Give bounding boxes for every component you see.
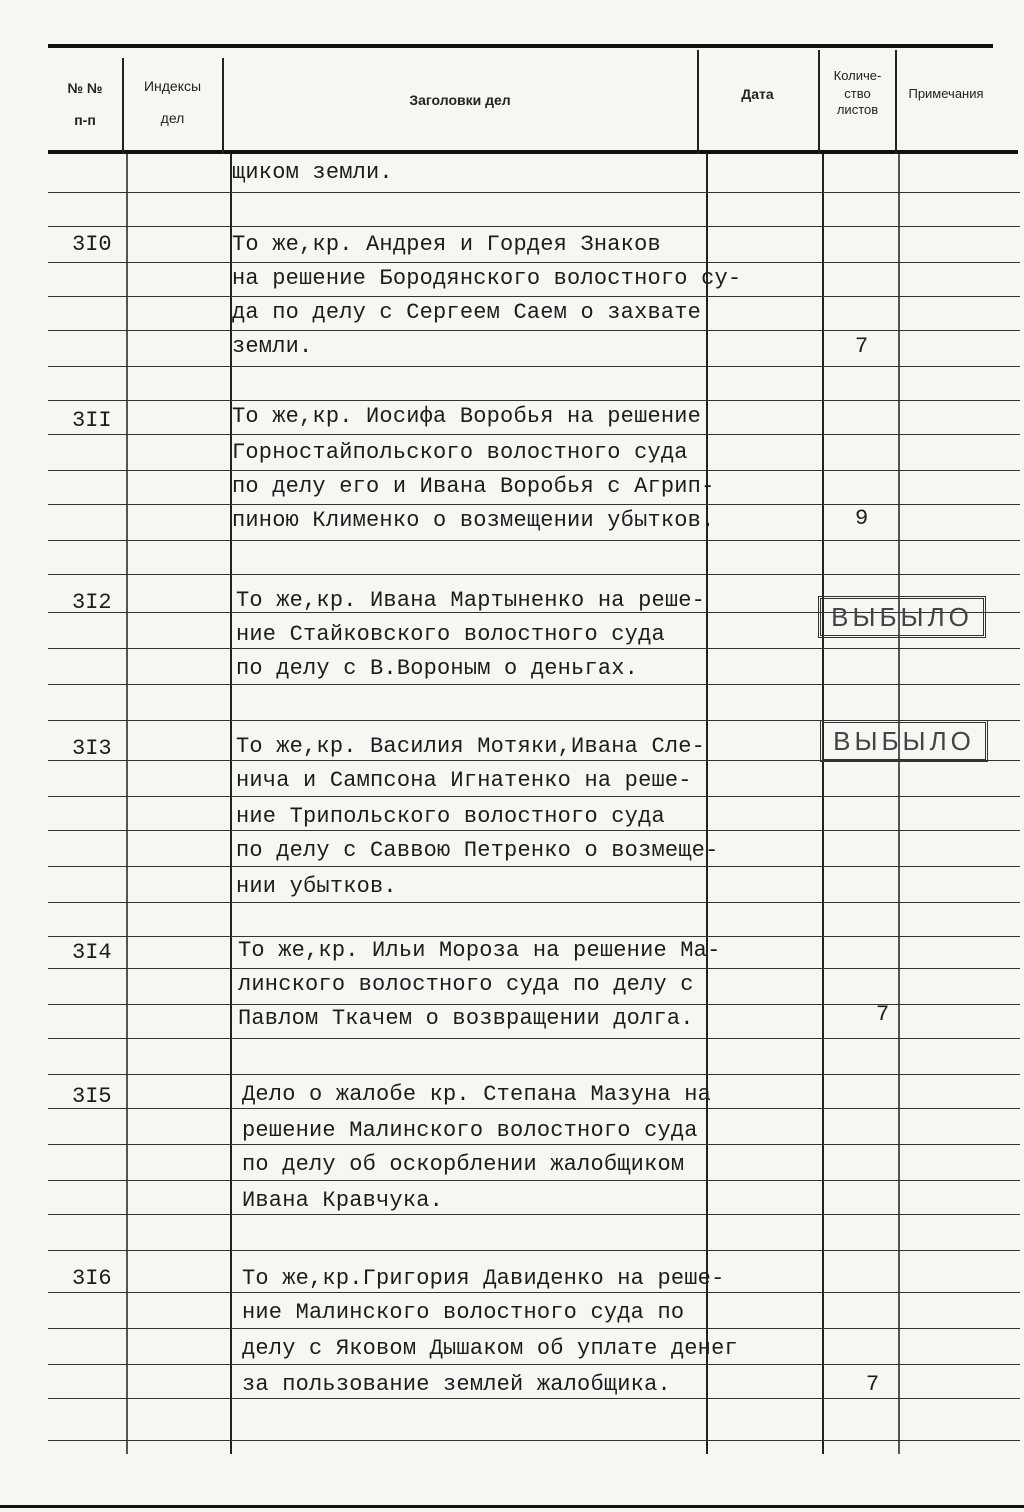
entry-title-line: ние Стайковского волостного суда: [236, 622, 665, 647]
ledger-rule: [48, 796, 1020, 797]
ledger-rule: [48, 470, 1020, 471]
ledger-rule: [48, 866, 1020, 867]
ledger-rule: [48, 400, 1020, 401]
ledger-rule: [48, 574, 1020, 575]
entry-title-line: линского волостного суда по делу с: [238, 972, 694, 997]
header-sheets-1: Количе-: [833, 68, 882, 83]
ledger-rule: [48, 1250, 1020, 1251]
entry-title-line: ние Малинского волостного суда по: [242, 1300, 685, 1325]
entry-title-line: То же,кр. Иосифа Воробья на решение: [232, 404, 702, 429]
ledger-rule: [48, 1328, 1020, 1329]
entry-number: 3II: [72, 408, 112, 433]
ledger-rule: [48, 226, 1020, 227]
entry-title-line: пиною Клименко о возмещении убытков.: [232, 508, 715, 533]
withdrawn-stamp: ВЫБЫЛО: [820, 720, 988, 762]
body-divider: [898, 154, 900, 1454]
header-bottom-rule: [48, 150, 1018, 154]
header-number-bottom: п-п: [74, 112, 96, 128]
ledger-rule: [48, 902, 1020, 903]
ledger-rule: [48, 684, 1020, 685]
ledger-rule: [48, 434, 1020, 435]
entry-title-line: да по делу с Сергеем Саем о захвате: [232, 300, 702, 325]
entry-title-line: по делу его и Ивана Воробья с Агрип-: [232, 474, 715, 499]
withdrawn-stamp: ВЫБЫЛО: [818, 596, 986, 638]
ledger-rule: [48, 1108, 1020, 1109]
header-notes: Примечания: [908, 86, 984, 101]
entry-title-line: по делу с В.Вороным о деньгах.: [236, 656, 639, 681]
ledger-rule: [48, 540, 1020, 541]
ledger-rule: [48, 1364, 1020, 1365]
entry-title-line: по делу с Саввою Петренко о возмеще-: [236, 838, 719, 863]
ledger-rule: [48, 504, 1020, 505]
entry-title-line: земли.: [232, 334, 313, 359]
entry-title-line: за пользование землей жалобщика.: [242, 1372, 671, 1397]
header-divider: [895, 50, 897, 154]
entry-title-line: То же,кр. Ильи Мороза на решение Ма-: [238, 938, 721, 963]
entry-title-line: нии убытков.: [236, 874, 397, 899]
entry-sheet-count: 7: [876, 1002, 890, 1027]
entry-title-line: по делу об оскорблении жалобщиком: [242, 1152, 685, 1177]
ledger-rule: [48, 648, 1020, 649]
entry-sheet-count: 7: [855, 334, 869, 359]
entry-number: 3I3: [72, 736, 112, 761]
ledger-rule: [48, 1180, 1020, 1181]
header-divider: [122, 58, 124, 154]
ledger-rule: [48, 192, 1020, 193]
entry-title-line: делу с Яковом Дышаком об уплате денег: [242, 1336, 738, 1361]
entry-title-line: на решение Бородянского волостного су-: [232, 266, 742, 291]
header-number-top: № №: [67, 80, 103, 96]
ledger-rule: [48, 1292, 1020, 1293]
ledger-rule: [48, 296, 1020, 297]
header-index-top: Индексы: [143, 78, 202, 94]
entry-number: 3I2: [72, 590, 112, 615]
ledger-rule: [48, 1214, 1020, 1215]
entry-title-line: Горностайпольского волостного суда: [232, 440, 688, 465]
header-sheets-3: листов: [836, 102, 879, 117]
entry-title-line: Ивана Кравчука.: [242, 1188, 444, 1213]
entry-title-line: То же,кр. Андрея и Гордея Знаков: [232, 232, 661, 257]
entry-number: 3I4: [72, 940, 112, 965]
entry-number: 3I0: [72, 232, 112, 257]
header-index-bottom: дел: [160, 110, 185, 126]
ledger-rule: [48, 366, 1020, 367]
ledger-rule: [48, 1074, 1020, 1075]
entry-title-line: То же,кр. Ивана Мартыненко на реше-: [236, 588, 706, 613]
header-top-rule: [48, 44, 993, 48]
entry-sheet-count: 9: [855, 506, 869, 531]
body-divider: [822, 154, 824, 1454]
ledger-rule: [48, 1398, 1020, 1399]
entry-title-line: решение Малинского волостного суда: [242, 1118, 698, 1143]
header-sheets-2: ство: [844, 86, 871, 101]
body-divider: [706, 154, 708, 1454]
header-divider: [697, 50, 699, 154]
body-divider: [126, 154, 128, 1454]
header-date: Дата: [741, 86, 774, 102]
entry-title-line: Павлом Ткачем о возвращении долга.: [238, 1006, 694, 1031]
entry-title-line: Дело о жалобе кр. Степана Мазуна на: [242, 1082, 712, 1107]
entry-title-line: То же,кр. Василия Мотяки,Ивана Сле-: [236, 734, 706, 759]
entry-title-line: ние Трипольского волостного суда: [236, 804, 665, 829]
entry-title-line: нича и Сампсона Игнатенко на реше-: [236, 768, 692, 793]
ledger-rule: [48, 968, 1020, 969]
entry-title-line: То же,кр.Григория Давиденко на реше-: [242, 1266, 725, 1291]
ledger-rule: [48, 1038, 1020, 1039]
ledger-rule: [48, 1144, 1020, 1145]
continuation-text: щиком земли.: [232, 160, 393, 185]
ledger-rule: [48, 830, 1020, 831]
page-bottom-edge: [0, 1505, 1024, 1508]
header-titles: Заголовки дел: [409, 92, 511, 108]
ledger-rule: [48, 330, 1020, 331]
ledger-rule: [48, 262, 1020, 263]
ledger-rule: [48, 1440, 1020, 1441]
entry-number: 3I6: [72, 1266, 112, 1291]
header-divider: [222, 58, 224, 154]
entry-number: 3I5: [72, 1084, 112, 1109]
entry-sheet-count: 7: [866, 1372, 880, 1397]
